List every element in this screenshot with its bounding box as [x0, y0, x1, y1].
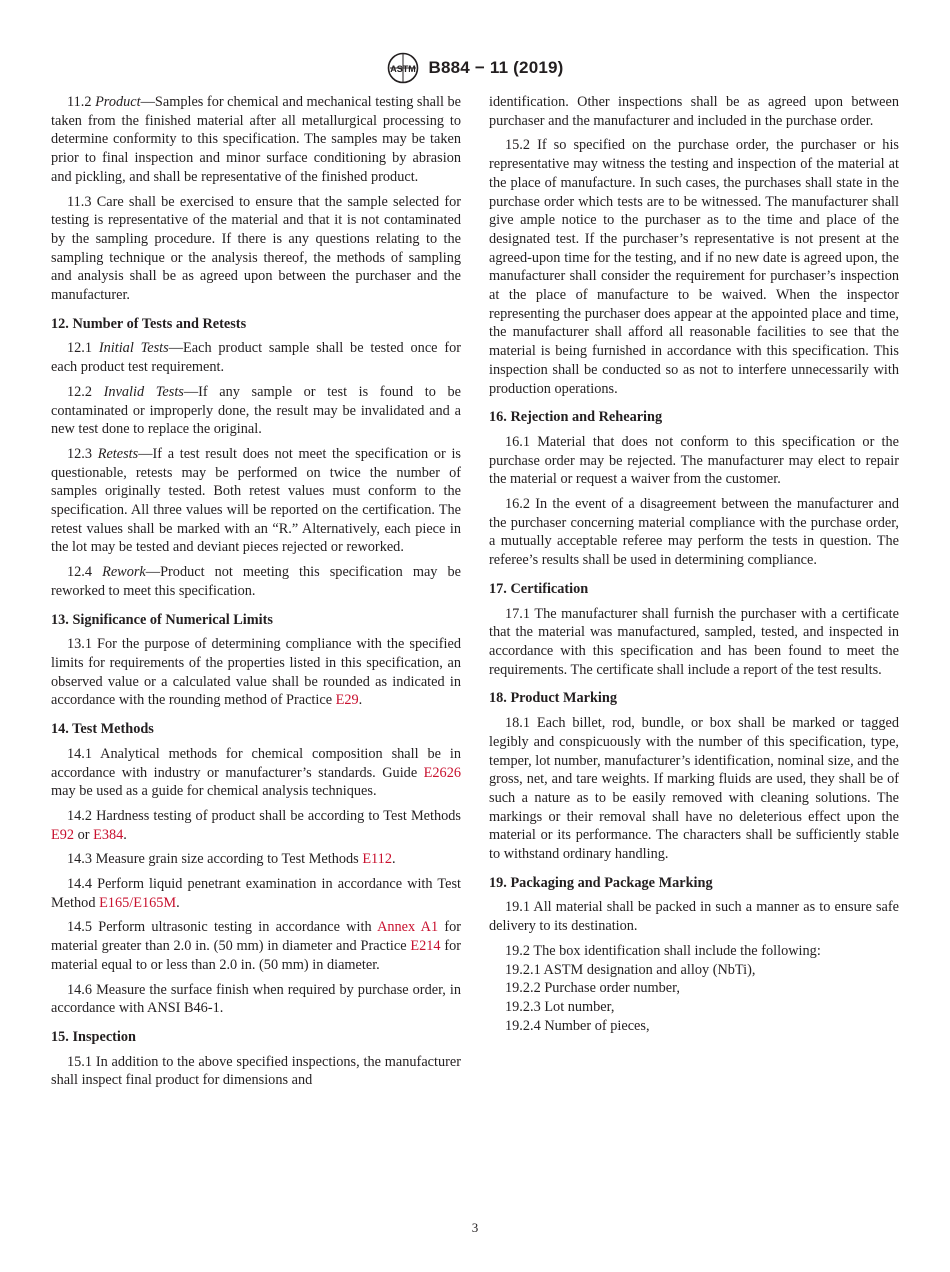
standard-designation: B884 − 11 (2019) — [428, 58, 564, 77]
paragraph-15-1-continued: identification. Other inspections shall be as agreed upon between purchaser and the manufacturer and included in the purchase order. — [489, 94, 899, 129]
paragraph-16-1: 16.1 Material that does not conform to this specification or the purchase order may be rejected. The manufacturer may elect to repair the material or request a waiver from the customer. — [489, 433, 899, 488]
paragraph-12-4: 12.4 Rework—Product not meeting this specification may be reworked to meet this specification. — [51, 564, 461, 599]
paragraph-16-2: 16.2 In the event of a disagreement between the manufacturer and the purchaser concerning material compliance with the purchase order, a mutually acceptable referee may perform the tests in question. The referee’s results shall be used in determining compliance. — [489, 496, 899, 569]
paragraph-15-2: 15.2 If so specified on the purchase order, the purchaser or his representative may witness the testing and inspection of the material at the place of manufacture. In such cases, the purchases shall state in the purchase order which tests are to be witnessed. The manufacturer shall give ample notice to the purchaser as to the time and place of the designated test. If the purchaser’s representative is not present at the agreed-upon time for the testing, and if no new date is agreed upon, the manufacturer shall consider the requirement for purchaser’s inspection at the place of manufacture to be waived. When the inspector representing the purchaser does appear at the appointed place and time, the manufacturer shall afford all reasonable facilities to see that the material is being furnished in accordance with this specification. This inspection shall be conducted so as not to interfere unnecessarily with production operations. — [489, 137, 899, 397]
paragraph-15-1: 15.1 In addition to the above specified inspections, the manufacturer shall inspect final product for dimensions and — [51, 1053, 461, 1089]
paragraph-12-2: 12.2 Invalid Tests—If any sample or test is found to be contaminated or improperly done, the result may be invalidated and a new test done to replace the original. — [51, 383, 462, 438]
list-item: 19.2.4 Number of pieces, — [505, 1017, 650, 1034]
right-column — [489, 93, 899, 1035]
paragraph-17-1: 17.1 The manufacturer shall furnish the purchaser with a certificate that the material was manufactured, sampled, tested, and inspected in accordance with this specification and has been found to meet the requirements. The certificate shall include a report of the test results. — [489, 605, 899, 678]
paragraph-11-2: 11.2 Product—Samples for chemical and mechanical testing shall be taken from the finished material after all metallurgical processing to determine conformity to this specification. The samples may be taken prior to final inspection and minor surface conditioning by abrasion and pickling, and shall be representative of the finished product. — [51, 94, 461, 185]
section-heading-16: 16. Rejection and Rehearing — [489, 409, 663, 426]
link-e214[interactable]: E214 — [410, 938, 441, 955]
document-header — [0, 52, 950, 84]
paragraph-19-1: 19.1 All material shall be packed in such a manner as to ensure safe delivery to its destination. — [489, 899, 899, 935]
list-item: 19.2.3 Lot number, — [505, 998, 615, 1015]
link-e112[interactable]: E112 — [362, 851, 392, 868]
list-item: 19.2.2 Purchase order number, — [505, 980, 680, 997]
link-e2626[interactable]: E2626 — [423, 764, 461, 781]
paragraph-11-3: 11.3 Care shall be exercised to ensure that the sample selected for testing is representative of the material and that it is not contaminated by the sampling procedure. If there is any questions relating to the sampling technique or the analysis thereof, the methods of sampling and analysis shall be as agreed upon between the purchaser and the manufacturer. — [51, 193, 461, 304]
left-column — [51, 93, 461, 1090]
link-e29[interactable]: E29 — [335, 692, 359, 709]
paragraph-14-3: 14.3 Measure grain size according to Test Methods E112. — [67, 851, 396, 868]
section-heading-17: 17. Certification — [489, 580, 589, 597]
section-heading-18: 18. Product Marking — [489, 690, 618, 707]
astm-logo-icon — [386, 52, 420, 84]
paragraph-13-1: 13.1 For the purpose of determining compliance with the specified limits for requirements of the properties listed in this specification, an observed value or a calculated value shall be rounded as indicated in accordance with the rounding method of Practice E29. — [51, 636, 461, 709]
link-e165[interactable]: E165/E165M — [99, 894, 177, 911]
paragraph-18-1: 18.1 Each billet, rod, bundle, or box shall be marked or tagged legibly and conspicuously with the number of this specification, type, temper, lot number, manufacturer’s identification, nominal size, and the gross, net, and tare weights. If marking fluids are used, they shall be of such a nature as to be easily removed with cleaning solutions. The markings or their removal shall have no deleterious effect upon the material or its performance. The characters shall be sufficiently stable to withstand ordinary handling. — [489, 715, 899, 863]
list-item: 19.2.1 ASTM designation and alloy (NbTi), — [505, 961, 756, 978]
paragraph-14-5: 14.5 Perform ultrasonic testing in accordance with Annex A1 for material greater than 2.0 in. (50 mm) in diameter and Practice E214 for material equal to or less than 2.0 in. (50 mm) in diameter. — [51, 919, 462, 973]
paragraph-19-2: 19.2 The box identification shall include the following: — [505, 942, 821, 959]
link-e92[interactable]: E92 — [51, 826, 75, 843]
page-number: 3 — [471, 1220, 479, 1235]
section-heading-19: 19. Packaging and Package Marking — [489, 874, 713, 891]
paragraph-12-3: 12.3 Retests—If a test result does not meet the specification or is questionable, retests may be performed on twice the number of samples originally tested. Both retest values must conform to the specification. All three values will be reported on the certification. The retest values shall be marked with an “R.” Alternatively, each piece in the lot may be tested and deviant pieces rejected or reworked. — [51, 445, 461, 556]
link-annex-a1[interactable]: Annex A1 — [377, 919, 439, 936]
paragraph-14-6: 14.6 Measure the surface finish when required by purchase order, in accordance with ANSI B46-1. — [51, 981, 461, 1017]
paragraph-14-4: 14.4 Perform liquid penetrant examination in accordance with Test Method E165/E165M. — [51, 876, 461, 911]
paragraph-12-1: 12.1 Initial Tests—Each product sample shall be tested once for each product test requirement. — [51, 340, 462, 376]
section-heading-15: 15. Inspection — [51, 1028, 136, 1045]
svg-text:ASTM: ASTM — [390, 64, 417, 74]
paragraph-14-1: 14.1 Analytical methods for chemical composition shall be in accordance with industry or manufacturer’s standards. Guide E2626 may be used as a guide for chemical analysis techniques. — [51, 745, 461, 800]
section-heading-14: 14. Test Methods — [51, 721, 154, 738]
paragraph-14-2: 14.2 Hardness testing of product shall be according to Test Methods E92 or E384. — [51, 807, 461, 843]
link-e384[interactable]: E384 — [93, 826, 124, 843]
section-heading-13: 13. Significance of Numerical Limits — [51, 611, 273, 628]
section-heading-12: 12. Number of Tests and Retests — [51, 315, 247, 332]
